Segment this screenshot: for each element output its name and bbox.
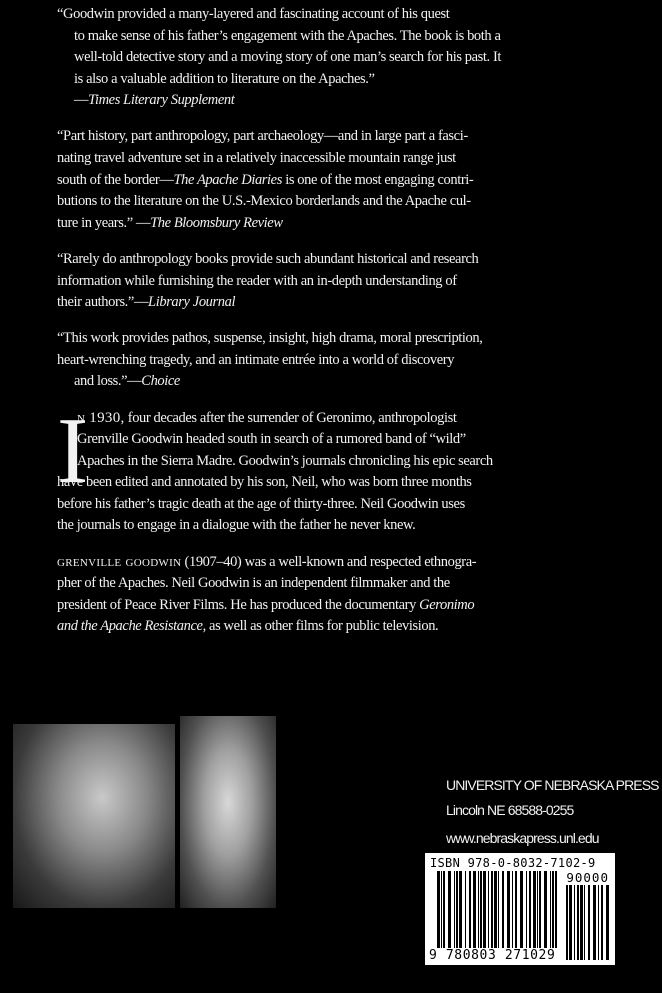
review-quote bbox=[57, 4, 647, 112]
barcode-bar bbox=[555, 871, 557, 951]
barcode-bar bbox=[539, 871, 541, 951]
text-segment: the journals to engage in a dialogue with the father he never knew. bbox=[57, 517, 416, 534]
text-segment: have been edited and annotated by his son, Neil, who was born three months bbox=[57, 474, 472, 491]
barcode-bar bbox=[515, 871, 517, 951]
publisher-url: www.nebraskapress.unl.edu bbox=[446, 830, 599, 846]
barcode-bar bbox=[598, 885, 599, 960]
text-segment: their authors.”— bbox=[57, 294, 149, 311]
barcode-bar bbox=[533, 871, 536, 951]
barcode-bar bbox=[459, 871, 462, 951]
barcode-bar bbox=[437, 871, 440, 951]
isbn-barcode bbox=[425, 853, 615, 965]
barcode-bar bbox=[580, 885, 583, 960]
barcode-bar bbox=[483, 871, 486, 951]
barcode-bar bbox=[601, 885, 603, 960]
review-quote bbox=[57, 328, 647, 393]
text-segment: is one of the most engaging contri- bbox=[281, 171, 474, 188]
barcode-bar bbox=[520, 871, 523, 951]
text-line bbox=[57, 47, 647, 69]
barcode-bar bbox=[443, 871, 445, 951]
barcode-bar bbox=[584, 885, 585, 960]
italic-title: The Bloomsbury Review bbox=[150, 214, 283, 231]
barcode-bar bbox=[502, 871, 504, 951]
barcode-bar bbox=[577, 885, 579, 960]
barcode-bar bbox=[550, 871, 551, 951]
italic-title: Choice bbox=[141, 373, 180, 390]
text-segment: “This work provides pathos, suspense, insight, high drama, moral prescription, bbox=[57, 330, 483, 347]
text-segment: is also a valuable addition to literature on the Apaches.” bbox=[74, 70, 375, 87]
text-line bbox=[57, 328, 647, 350]
barcode-bar bbox=[574, 885, 575, 960]
text-segment: president of Peace River Films. He has produced the documentary bbox=[57, 596, 420, 613]
barcode-bar bbox=[478, 871, 479, 951]
italic-title: Geronimo bbox=[419, 596, 475, 613]
barcode-bar bbox=[512, 871, 513, 951]
barcode-bar bbox=[494, 871, 497, 951]
text-line bbox=[57, 90, 647, 112]
text-segment: “Goodwin provided a many-layered and fascinating account of his quest bbox=[57, 6, 450, 22]
barcode-bar bbox=[448, 871, 451, 951]
drop-cap: I bbox=[57, 398, 88, 503]
italic-title: and the Apache Resistance bbox=[57, 618, 203, 635]
barcode-bar bbox=[526, 871, 527, 951]
text-line bbox=[57, 573, 647, 595]
description-paragraph bbox=[57, 398, 647, 538]
barcode-bar bbox=[544, 871, 547, 951]
text-line bbox=[57, 126, 647, 148]
text-segment: pher of the Apaches. Neil Goodwin is an independent filmmaker and the bbox=[57, 575, 450, 592]
barcode-bar bbox=[569, 885, 572, 960]
text-segment: and loss.”— bbox=[74, 373, 142, 390]
back-cover-text bbox=[57, 4, 647, 652]
text-segment: butions to the literature on the U.S.-Mexico borderlands and the Apache cul- bbox=[57, 193, 471, 210]
text-line bbox=[57, 69, 647, 91]
text-segment: Apaches in the Sierra Madre. Goodwin’s journals chronicling his epic search bbox=[77, 452, 493, 469]
text-segment: before his father’s tragic death at the age of thirty-three. Neil Goodwin uses bbox=[57, 495, 465, 512]
publisher-address: Lincoln NE 68588-0255 bbox=[446, 802, 574, 818]
text-line bbox=[57, 451, 647, 473]
text-segment: nating travel adventure set in a relatively inaccessible mountain range just bbox=[57, 150, 456, 167]
addon-barcode-bars bbox=[566, 885, 610, 960]
price-addon-text: 90000 bbox=[566, 870, 609, 885]
barcode-bar bbox=[566, 885, 568, 960]
small-caps-text: n 1930, bbox=[77, 409, 125, 426]
barcode-bar bbox=[465, 871, 466, 951]
isbn-text: ISBN 978-0-8032-7102-9 bbox=[430, 856, 596, 870]
text-line bbox=[57, 170, 647, 192]
barcode-bar bbox=[454, 871, 455, 951]
text-segment: “Rarely do anthropology books provide such abundant historical and research bbox=[57, 250, 479, 267]
small-caps-text: grenville goodwin bbox=[57, 553, 182, 570]
barcode-bar bbox=[606, 885, 609, 960]
review-quotes bbox=[57, 4, 647, 393]
barcode-bar bbox=[498, 871, 499, 951]
review-quote bbox=[57, 249, 647, 314]
text-line bbox=[57, 350, 647, 372]
text-line bbox=[57, 515, 647, 537]
italic-title: Times Literary Supplement bbox=[88, 92, 235, 109]
text-line bbox=[57, 26, 647, 48]
text-segment: well-told detective story and a moving story of one man’s search for his past. It bbox=[74, 49, 502, 66]
text-line bbox=[57, 271, 647, 293]
text-line bbox=[57, 595, 647, 617]
editor-photo-neil-goodwin bbox=[180, 716, 276, 908]
author-bio bbox=[57, 552, 647, 638]
text-segment: south of the border— bbox=[57, 171, 174, 188]
text-segment: “Part history, part anthropology, part archaeology—and in large part a fasci- bbox=[57, 128, 468, 145]
italic-title: Library Journal bbox=[148, 294, 236, 311]
barcode-bar bbox=[552, 871, 554, 951]
barcode-bar bbox=[480, 871, 482, 951]
barcode-bar bbox=[529, 871, 531, 951]
text-line bbox=[57, 191, 647, 213]
text-line bbox=[57, 472, 647, 494]
text-segment: , as well as other films for public television. bbox=[202, 618, 439, 635]
ean-digits: 9 780803 271029 bbox=[429, 948, 556, 963]
text-line bbox=[57, 292, 647, 314]
text-line bbox=[57, 4, 647, 26]
text-line bbox=[57, 429, 647, 451]
barcode-bar bbox=[593, 885, 596, 960]
text-segment: Grenville Goodwin headed south in search of a rumored band of “wild” bbox=[77, 431, 466, 448]
review-quote bbox=[57, 126, 647, 234]
text-line bbox=[57, 494, 647, 516]
text-line bbox=[57, 148, 647, 170]
barcode-bar bbox=[456, 871, 458, 951]
text-segment: ture in years.” — bbox=[57, 214, 151, 231]
publisher-name: UNIVERSITY OF NEBRASKA PRESS bbox=[446, 777, 659, 793]
text-line bbox=[57, 249, 647, 271]
barcode-bar bbox=[537, 871, 538, 951]
text-segment: heart-wrenching tragedy, and an intimate entrée into a world of discovery bbox=[57, 351, 455, 368]
text-segment: to make sense of his father’s engagement with the Apaches. The book is both a bbox=[74, 27, 501, 44]
barcode-bar bbox=[469, 871, 471, 951]
barcode-bar bbox=[473, 871, 476, 951]
author-photo-grenville-goodwin bbox=[13, 724, 175, 908]
text-line bbox=[57, 616, 647, 638]
text-line bbox=[57, 552, 647, 574]
ean-barcode-bars bbox=[437, 871, 557, 951]
barcode-bar bbox=[441, 871, 442, 951]
text-segment: — bbox=[74, 92, 89, 109]
text-line bbox=[57, 371, 647, 393]
text-line bbox=[57, 213, 647, 235]
barcode-bar bbox=[491, 871, 493, 951]
text-segment: (1907–40) was a well-known and respected ethnogra- bbox=[181, 553, 477, 570]
italic-title: The Apache Diaries bbox=[173, 171, 282, 188]
barcode-bar bbox=[488, 871, 489, 951]
barcode-bar bbox=[507, 871, 510, 951]
barcode-bar bbox=[588, 885, 590, 960]
text-line bbox=[57, 408, 647, 430]
text-segment: four decades after the surrender of Geronimo, anthropologist bbox=[124, 409, 457, 426]
text-segment: information while furnishing the reader with an in-depth understanding of bbox=[57, 272, 457, 289]
